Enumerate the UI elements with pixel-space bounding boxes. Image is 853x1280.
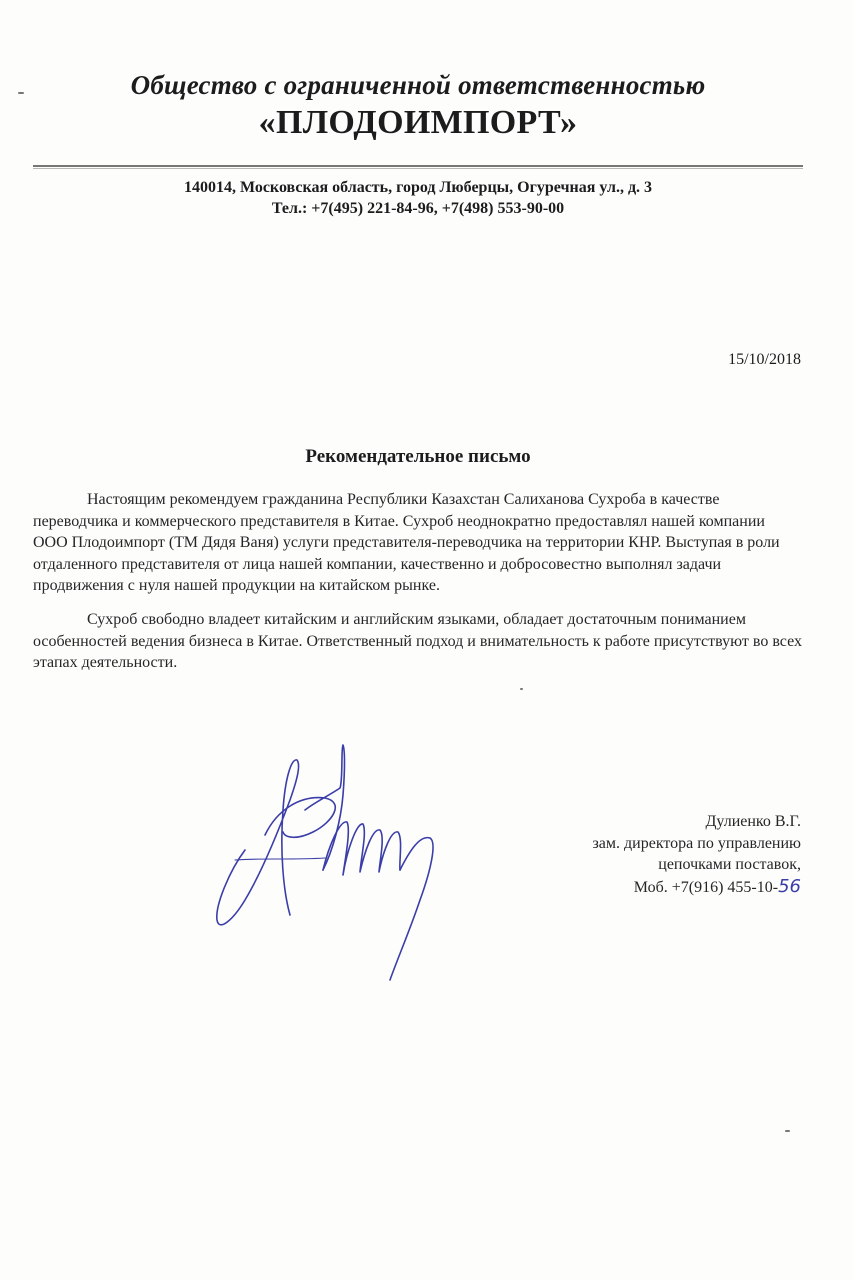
- signature-stroke: [265, 798, 335, 838]
- letterhead-contacts: [0, 177, 836, 219]
- body-paragraph: Сухроб свободно владеет китайским и английским языками, обладает достаточным пониманием особенностей ведения бизнеса в Китае. Ответственный подход и внимательность к работе присутствуют во всех этапах деятельности.: [33, 611, 802, 671]
- phone-line: Тел.: +7(495) 221-84-96, +7(498) 553-90-00: [271, 200, 565, 217]
- signatory-name: Дулиенко В.Г.: [705, 813, 801, 830]
- mobile-number-printed: Моб. +7(916) 455-10-: [633, 878, 779, 896]
- handwritten-signature: [205, 740, 455, 990]
- organization-name: «ПЛОДОИМПОРТ»: [258, 104, 578, 141]
- mobile-number-handwritten: 56: [778, 875, 801, 897]
- header-divider: [33, 165, 803, 167]
- scan-speck: [785, 1130, 790, 1132]
- signatory-position: цепочками поставок,: [658, 856, 801, 873]
- signature-stroke: [323, 822, 401, 875]
- letter-date: 15/10/2018: [728, 351, 801, 368]
- letter-title: Рекомендательное письмо: [305, 446, 531, 467]
- signature-stroke: [390, 838, 433, 980]
- address-line: 140014, Московская область, город Люберцы, Огуречная ул., д. 3: [183, 179, 653, 196]
- header-divider-shadow: [33, 168, 803, 169]
- signatory-phone: [592, 876, 801, 899]
- scan-speck: [520, 688, 523, 690]
- organization-type: Общество с ограниченной ответственностью: [130, 70, 706, 100]
- signature-stroke: [217, 760, 299, 925]
- signature-stroke: [305, 745, 345, 870]
- signatory-block: [592, 811, 801, 898]
- signatory-position: зам. директора по управлению: [592, 834, 801, 852]
- body-paragraph: Настоящим рекомендуем гражданина Республики Казахстан Салиханова Сухроба в качестве переводчика и коммерческого представителя в Китае. Сухроб неоднократно предоставлял нашей компании ООО Плодоимпорт (ТМ Дядя Ваня) услуги представителя-переводчика на территории КНР. Выступая в роли отдаленного представителя от лица нашей компании, качественно и добросовестно выполнял задачи продвижения с нуля нашей продукции на китайском рынке.: [33, 491, 780, 594]
- signature-stroke: [235, 858, 325, 860]
- scan-speck: [18, 92, 24, 94]
